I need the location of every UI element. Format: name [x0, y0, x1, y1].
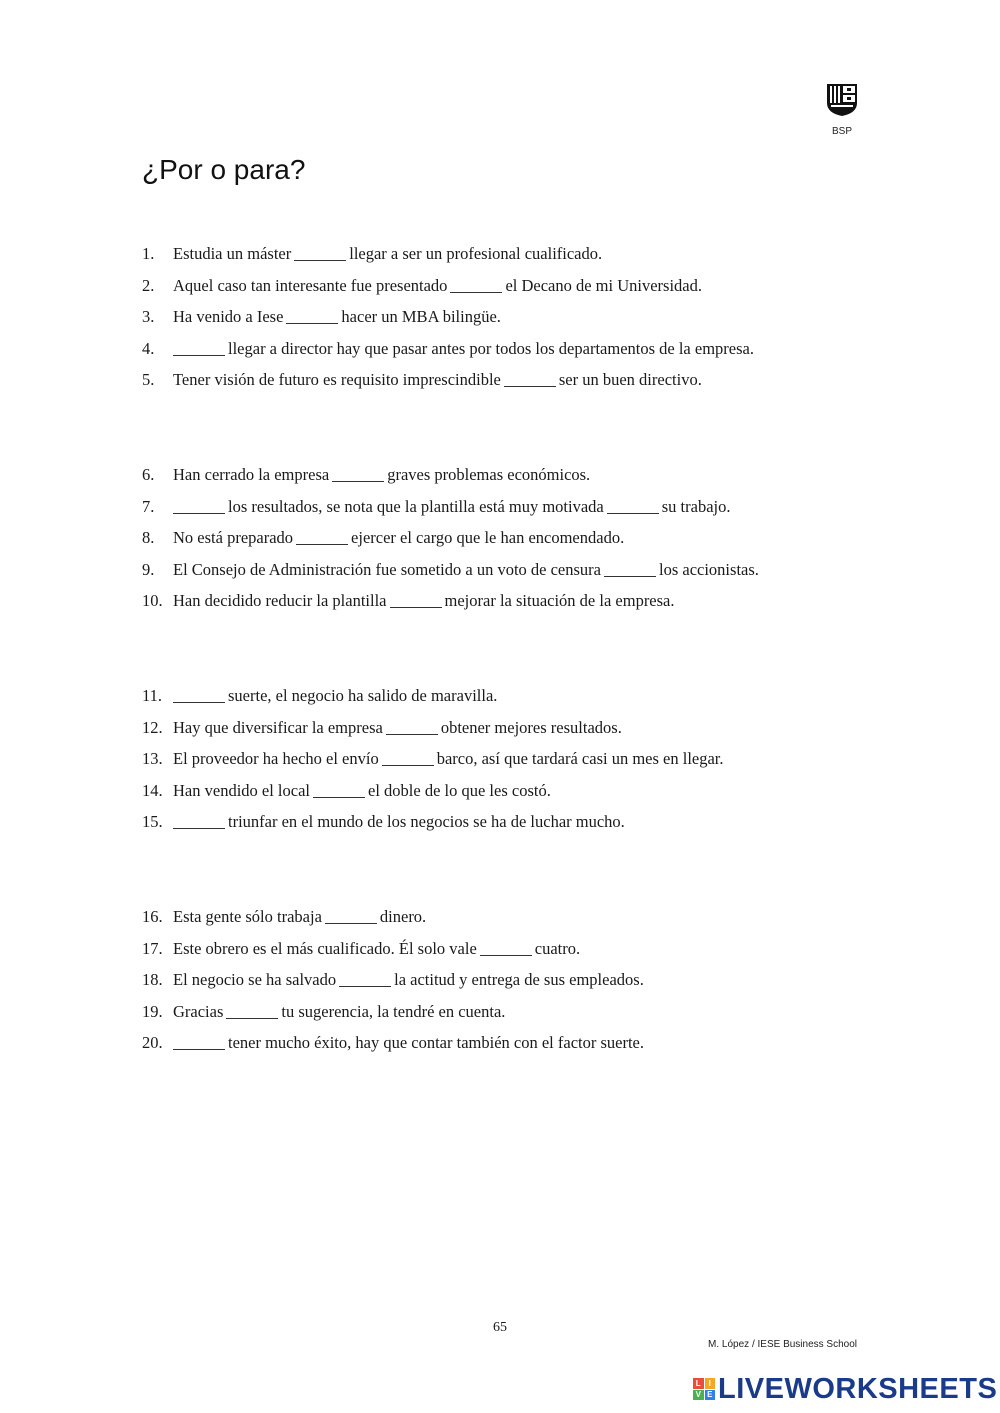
exercise-text: llegar a director hay que pasar antes por todos los departamentos de la empresa. [228, 338, 754, 358]
exercise-item [142, 554, 759, 586]
answer-blank[interactable] [604, 560, 656, 577]
brand-mark-letter: V [693, 1390, 704, 1401]
exercise-text: obtener mejores resultados. [440, 717, 622, 737]
liveworksheets-logo-icon [693, 1378, 715, 1400]
exercise-number: 20. [142, 1033, 163, 1053]
exercise-group-1 [142, 238, 754, 396]
exercise-group-3 [142, 680, 724, 838]
exercise-text: su trabajo. [661, 496, 731, 516]
exercise-text: triunfar en el mundo de los negocios se ha de luchar mucho. [228, 812, 625, 832]
answer-blank[interactable] [296, 528, 348, 545]
exercise-item [142, 270, 754, 302]
exercise-text: Este obrero es el más cualificado. Él solo vale [173, 938, 477, 958]
exercise-number: 15. [142, 812, 163, 832]
exercise-number: 4. [142, 338, 155, 358]
exercise-number: 7. [142, 496, 155, 516]
iese-shield-icon [826, 83, 858, 117]
exercise-text: El Consejo de Administración fue sometido a un voto de censura [173, 559, 601, 579]
answer-blank[interactable] [173, 339, 225, 356]
exercise-item [142, 491, 759, 523]
exercise-text: El proveedor ha hecho el envío [173, 749, 379, 769]
exercise-number: 14. [142, 780, 163, 800]
exercise-number: 8. [142, 528, 155, 548]
exercise-text: mejorar la situación de la empresa. [444, 591, 675, 611]
answer-blank[interactable] [339, 970, 391, 987]
page-number: 65 [493, 1320, 507, 1335]
answer-blank[interactable] [173, 497, 225, 514]
answer-blank[interactable] [382, 749, 434, 766]
exercise-item [142, 775, 724, 807]
exercise-item [142, 901, 644, 933]
exercise-text: los resultados, se nota que la plantilla está muy motivada [228, 496, 604, 516]
exercise-text: Han cerrado la empresa [173, 465, 330, 484]
exercise-text: Ha venido a Iese [173, 307, 284, 327]
exercise-number: 9. [142, 559, 155, 579]
exercise-item [142, 1027, 644, 1059]
exercise-group-4 [142, 901, 644, 1059]
exercise-text: graves problemas económicos. [387, 465, 591, 484]
exercise-item [142, 301, 754, 333]
logo-caption: BSP [831, 126, 852, 137]
answer-blank[interactable] [480, 939, 532, 956]
exercise-text: ejercer el cargo que le han encomendado. [351, 528, 625, 548]
answer-blank[interactable] [286, 307, 338, 324]
brand-mark-letter: I [705, 1378, 716, 1389]
exercise-item [142, 712, 724, 744]
brand-mark-letter: E [705, 1390, 716, 1401]
exercise-text: suerte, el negocio ha salido de maravilla. [228, 686, 498, 705]
brand-mark-letter: L [693, 1378, 704, 1389]
answer-blank[interactable] [173, 1033, 225, 1050]
exercise-item [142, 806, 724, 838]
exercise-item [142, 364, 754, 396]
exercise-number: 19. [142, 1001, 163, 1021]
exercise-text: llegar a ser un profesional cualificado. [349, 244, 603, 263]
exercise-text: el doble de lo que les costó. [368, 780, 551, 800]
answer-blank[interactable] [450, 276, 502, 293]
exercise-text: la actitud y entrega de sus empleados. [394, 970, 644, 990]
exercise-number: 2. [142, 275, 155, 295]
exercise-number: 6. [142, 465, 155, 484]
exercise-item [142, 996, 644, 1028]
exercise-text: ser un buen directivo. [558, 370, 702, 390]
liveworksheets-wordmark: LIVEWORKSHEETS [718, 1372, 998, 1405]
exercise-number: 16. [142, 907, 163, 926]
answer-blank[interactable] [607, 497, 659, 514]
answer-blank[interactable] [226, 1002, 278, 1019]
exercise-text: dinero. [379, 907, 427, 926]
exercise-text: tu sugerencia, la tendré en cuenta. [281, 1001, 506, 1021]
exercise-item [142, 238, 754, 270]
exercise-number: 12. [142, 717, 163, 737]
exercise-text: El negocio se ha salvado [173, 970, 337, 990]
author-credit: M. López / IESE Business School [708, 1339, 857, 1350]
exercise-item [142, 333, 754, 365]
exercise-text: Gracias [173, 1001, 224, 1021]
exercise-item [142, 680, 724, 712]
exercise-number: 17. [142, 938, 163, 958]
exercise-item [142, 964, 644, 996]
exercise-text: Tener visión de futuro es requisito imprescindible [173, 370, 501, 390]
answer-blank[interactable] [504, 370, 556, 387]
answer-blank[interactable] [332, 465, 384, 482]
iese-shield-icon-graphic [826, 83, 858, 117]
exercise-text: Han vendido el local [173, 780, 310, 800]
exercise-text: Esta gente sólo trabaja [173, 907, 322, 926]
exercise-number: 3. [142, 307, 155, 327]
exercise-item [142, 522, 759, 554]
exercise-text: cuatro. [534, 938, 581, 958]
liveworksheets-brand[interactable] [693, 1372, 997, 1406]
exercise-text: los accionistas. [659, 559, 759, 579]
exercise-text: hacer un MBA bilingüe. [341, 307, 501, 327]
exercise-text: Aquel caso tan interesante fue presentado [173, 275, 448, 295]
answer-blank[interactable] [173, 812, 225, 829]
exercise-item [142, 743, 724, 775]
exercise-number: 18. [142, 970, 163, 990]
exercise-text: el Decano de mi Universidad. [505, 275, 702, 295]
exercise-number: 10. [142, 591, 163, 611]
exercise-text: Han decidido reducir la plantilla [173, 591, 387, 611]
answer-blank[interactable] [313, 781, 365, 798]
exercise-item [142, 933, 644, 965]
exercise-text: Estudia un máster [173, 244, 292, 263]
answer-blank[interactable] [173, 686, 225, 703]
answer-blank[interactable] [390, 591, 442, 608]
exercise-number: 1. [142, 244, 155, 263]
page-title: ¿Por o para? [142, 154, 306, 185]
exercise-item [142, 585, 759, 617]
answer-blank[interactable] [386, 718, 438, 735]
exercise-number: 13. [142, 749, 163, 769]
answer-blank[interactable] [294, 244, 346, 261]
exercise-number: 5. [142, 370, 155, 390]
answer-blank[interactable] [325, 907, 377, 924]
exercise-item [142, 459, 759, 491]
exercise-group-2 [142, 459, 759, 617]
exercise-text: tener mucho éxito, hay que contar también con el factor suerte. [228, 1033, 644, 1053]
exercise-text: No está preparado [173, 528, 294, 548]
exercise-text: barco, así que tardará casi un mes en llegar. [436, 749, 724, 769]
exercise-text: Hay que diversificar la empresa [173, 717, 383, 737]
exercise-number: 11. [142, 686, 163, 705]
